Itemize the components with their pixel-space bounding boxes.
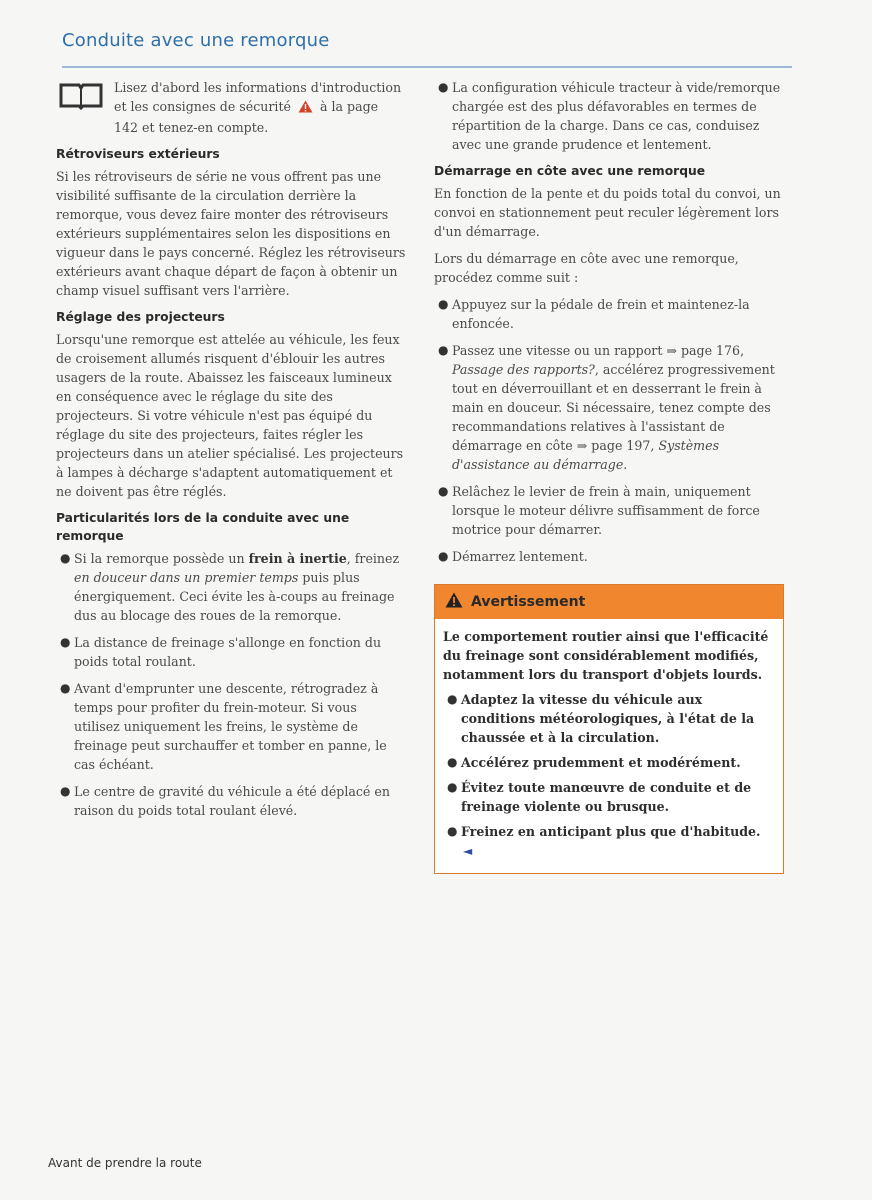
bullet-icon: ●: [438, 80, 449, 94]
right-column: [434, 78, 784, 874]
list-item-text: La configuration véhicule tracteur à vide/remorque chargée est des plus défavorables en termes de répartition de la charge. Dans ce cas, conduisez avec une grande prudence et lentement.: [452, 80, 781, 152]
list-item-text: Adaptez la vitesse du véhicule aux conditions météorologiques, à l'état de la chaussée et à la circulation.: [461, 692, 755, 745]
end-of-section-arrow-icon: ◄: [463, 844, 473, 858]
list-item-text: puis plus énergiquement. Ceci évite les à-coups au freinage dus au blocage des roues de la remorque.: [74, 570, 395, 623]
paragraph: Lors du démarrage en côte avec une remorque, procédez comme suit :: [434, 251, 739, 285]
intro-text: Lisez d'abord les informations d'introduction et les consignes de sécurité: [114, 80, 402, 114]
list-item-text: .: [623, 457, 628, 472]
warning-triangle-icon: [445, 592, 471, 612]
book-icon: [58, 80, 104, 115]
list-item: [434, 295, 784, 333]
list-item-text: Appuyez sur la pédale de frein et maintenez-la enfoncée.: [452, 297, 750, 331]
bullet-icon: ●: [60, 635, 71, 649]
list-item: [434, 547, 784, 566]
list-item-text: La distance de freinage s'allonge en fonction du poids total roulant.: [74, 635, 382, 669]
left-column: [56, 78, 406, 828]
list-item-text: Accélérez prudemment et modérément.: [461, 755, 741, 770]
list-item-text: Évitez toute manœuvre de conduite et de freinage violente ou brusque.: [461, 780, 752, 814]
intro-text-end: à la page 142 et tenez-en compte.: [114, 99, 379, 135]
list-item: [56, 633, 406, 671]
cross-reference-link[interactable]: Systèmes d'assistance au démarrage: [452, 438, 720, 472]
list-item-text: Freinez en anticipant plus que d'habitude.: [461, 824, 761, 839]
list-item: [56, 549, 406, 625]
list-item-text: Si la remorque possède un: [74, 551, 245, 566]
list-item-text: Relâchez le levier de frein à main, uniquement lorsque le moteur délivre suffisamment de force motrice pour démarrer.: [452, 484, 760, 537]
list-item-text: Le centre de gravité du véhicule a été déplacé en raison du poids total roulant élevé.: [74, 784, 390, 818]
list-item: [434, 482, 784, 539]
section-text-projecteurs: Lorsqu'une remorque est attelée au véhicule, les feux de croisement allumés risquent d'éblouir les autres usagers de la route. Abaissez les faisceaux lumineux en conséquence avec le réglage du site des projecteurs. Si votre véhicule n'est pas équipé du réglage du site des projecteurs, faites régler les projecteurs dans un atelier spécialisé. Les projecteurs à lampes à décharge s'adaptent automatiquement et ne doivent pas être réglés.: [56, 332, 404, 499]
section-heading-retroviseurs: Rétroviseurs extérieurs: [56, 147, 220, 161]
page-title: Conduite avec une remorque: [62, 30, 330, 51]
bullet-icon: ●: [60, 681, 71, 695]
section-text-retroviseurs: Si les rétroviseurs de série ne vous offrent pas une visibilité suffisante de la circulation derrière la remorque, vous devez faire monter des rétroviseurs extérieurs supplémentaires selon les dispositions en vigueur dans le pays concerné. Réglez les rétroviseurs extérieurs avant chaque départ de façon à obtenir un champ visuel suffisant vers l'arrière.: [56, 169, 406, 298]
list-item-emphasis: en douceur dans un premier temps: [74, 570, 299, 585]
bullet-icon: ●: [60, 551, 71, 565]
section-heading-projecteurs: Réglage des projecteurs: [56, 310, 225, 324]
list-item: [443, 822, 775, 861]
warning-lead: Le comportement routier ainsi que l'efficacité du freinage sont considérablement modifiés, notamment lors du transport d'objets lourds.: [443, 629, 769, 682]
bullet-icon: ●: [60, 784, 71, 798]
bullet-icon: ●: [447, 692, 458, 706]
warning-triangle-icon: [298, 99, 313, 118]
warning-title: Avertissement: [471, 594, 586, 610]
list-item-bold: frein à inertie: [248, 551, 347, 566]
title-divider: [62, 66, 792, 68]
cross-reference-link[interactable]: Passage des rapports?: [452, 362, 595, 377]
page-footer: Avant de prendre la route: [48, 1156, 202, 1170]
list-item: [56, 679, 406, 774]
bullet-icon: ●: [447, 780, 458, 794]
list-item-text: , accélérez progressivement tout en déverrouillant et en desserrant le frein à main en douceur. Si nécessaire, tenez compte des recommandations relatives à l'assistant de démarrage en côte ⇒ page 197,: [452, 362, 775, 453]
bullet-icon: ●: [438, 484, 449, 498]
list-item: [443, 753, 775, 772]
bullet-icon: ●: [447, 755, 458, 769]
list-item-text: Démarrez lentement.: [452, 549, 588, 564]
list-item-text: Passez une vitesse ou un rapport ⇒ page 176,: [452, 343, 745, 358]
warning-box: [434, 584, 784, 874]
list-item: [434, 78, 784, 154]
warning-body: [435, 619, 783, 873]
bullet-icon: ●: [438, 343, 449, 357]
list-item: [443, 690, 775, 747]
list-item: [434, 341, 784, 474]
warning-header: [435, 585, 783, 619]
bullet-icon: ●: [438, 297, 449, 311]
section-heading-demarrage: Démarrage en côte avec une remorque: [434, 164, 706, 178]
paragraph: En fonction de la pente et du poids total du convoi, un convoi en stationnement peut reculer légèrement lors d'un démarrage.: [434, 186, 781, 239]
list-item-text: Avant d'emprunter une descente, rétrogradez à temps pour profiter du frein-moteur. Si vous utilisez uniquement les freins, le système de freinage peut surchauffer et tomber en panne, le cas échéant.: [74, 681, 387, 772]
list-item: [56, 782, 406, 820]
list-item-text: , freinez: [346, 551, 400, 566]
section-heading-particularites: Particularités lors de la conduite avec une remorque: [56, 511, 350, 543]
list-item: [443, 778, 775, 816]
intro-note: [56, 78, 406, 137]
bullet-icon: ●: [438, 549, 449, 563]
bullet-icon: ●: [447, 824, 458, 838]
